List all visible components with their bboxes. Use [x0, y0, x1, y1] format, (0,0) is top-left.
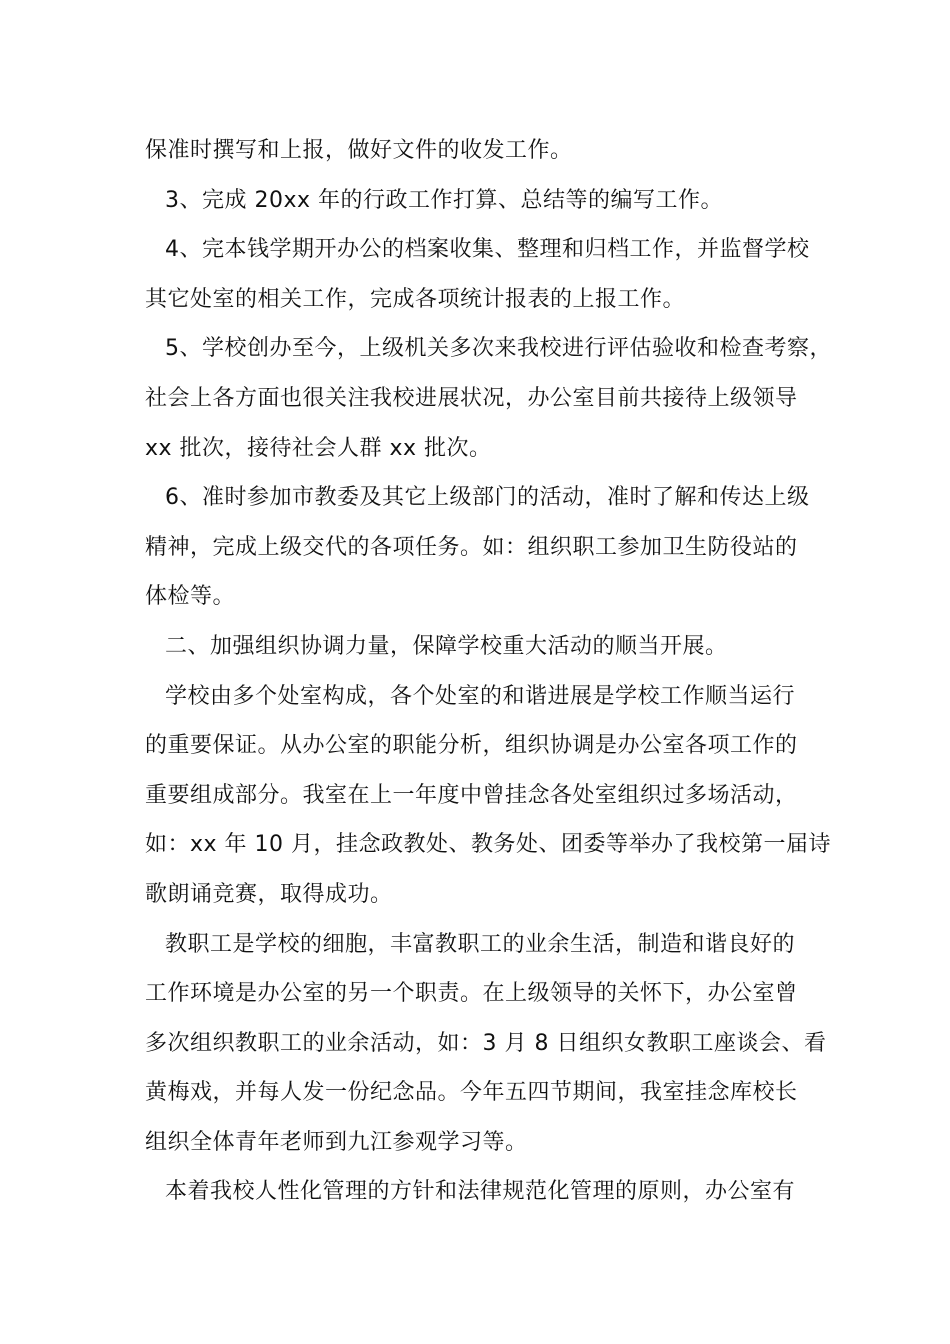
text-line: 学校由多个处室构成，各个处室的和谐进展是学校工作顺当运行 [165, 683, 796, 709]
text-line: 5、学校创办至今，上级机关多次来我校进行评估验收和检查考察， [165, 336, 832, 362]
text-line: 体检等。 [145, 584, 236, 610]
text-line: 多次组织教职工的业余活动，如：3 月 8 日组织女教职工座谈会、看 [145, 1030, 827, 1056]
text-line: 如：xx 年 10 月，挂念政教处、教务处、团委等举办了我校第一届诗 [145, 832, 832, 858]
text-line: 的重要保证。从办公室的职能分析，组织协调是办公室各项工作的 [145, 733, 798, 759]
text-line: 3、完成 20xx 年的行政工作打算、总结等的编写工作。 [165, 187, 724, 213]
text-line: 黄梅戏，并每人发一份纪念品。今年五四节期间，我室挂念库校长 [145, 1080, 798, 1106]
text-line: xx 批次，接待社会人群 xx 批次。 [145, 435, 492, 461]
text-line: 本着我校人性化管理的方针和法律规范化管理的原则，办公室有 [165, 1179, 796, 1205]
text-line: 重要组成部分。我室在上一年度中曾挂念各处室组织过多场活动， [145, 782, 798, 808]
section-heading: 二、加强组织协调力量，保障学校重大活动的顺当开展。 [165, 633, 728, 659]
text-line: 保准时撰写和上报，做好文件的收发工作。 [145, 138, 573, 163]
document-body [145, 126, 832, 1217]
text-line: 其它处室的相关工作，完成各项统计报表的上报工作。 [145, 286, 686, 312]
text-line: 6、准时参加市教委及其它上级部门的活动，准时了解和传达上级 [165, 485, 810, 511]
text-line: 教职工是学校的细胞，丰富教职工的业余生活，制造和谐良好的 [165, 931, 796, 957]
text-line: 组织全体青年老师到九江参观学习等。 [145, 1129, 528, 1155]
text-line: 精神，完成上级交代的各项任务。如：组织职工参加卫生防役站的 [145, 534, 798, 560]
text-line: 工作环境是办公室的另一个职责。在上级领导的关怀下，办公室曾 [145, 981, 798, 1007]
text-line: 歌朗诵竞赛，取得成功。 [145, 881, 393, 907]
text-line: 4、完本钱学期开办公的档案收集、整理和归档工作，并监督学校 [165, 237, 810, 263]
text-line: 社会上各方面也很关注我校进展状况，办公室目前共接待上级领导 [145, 385, 798, 411]
